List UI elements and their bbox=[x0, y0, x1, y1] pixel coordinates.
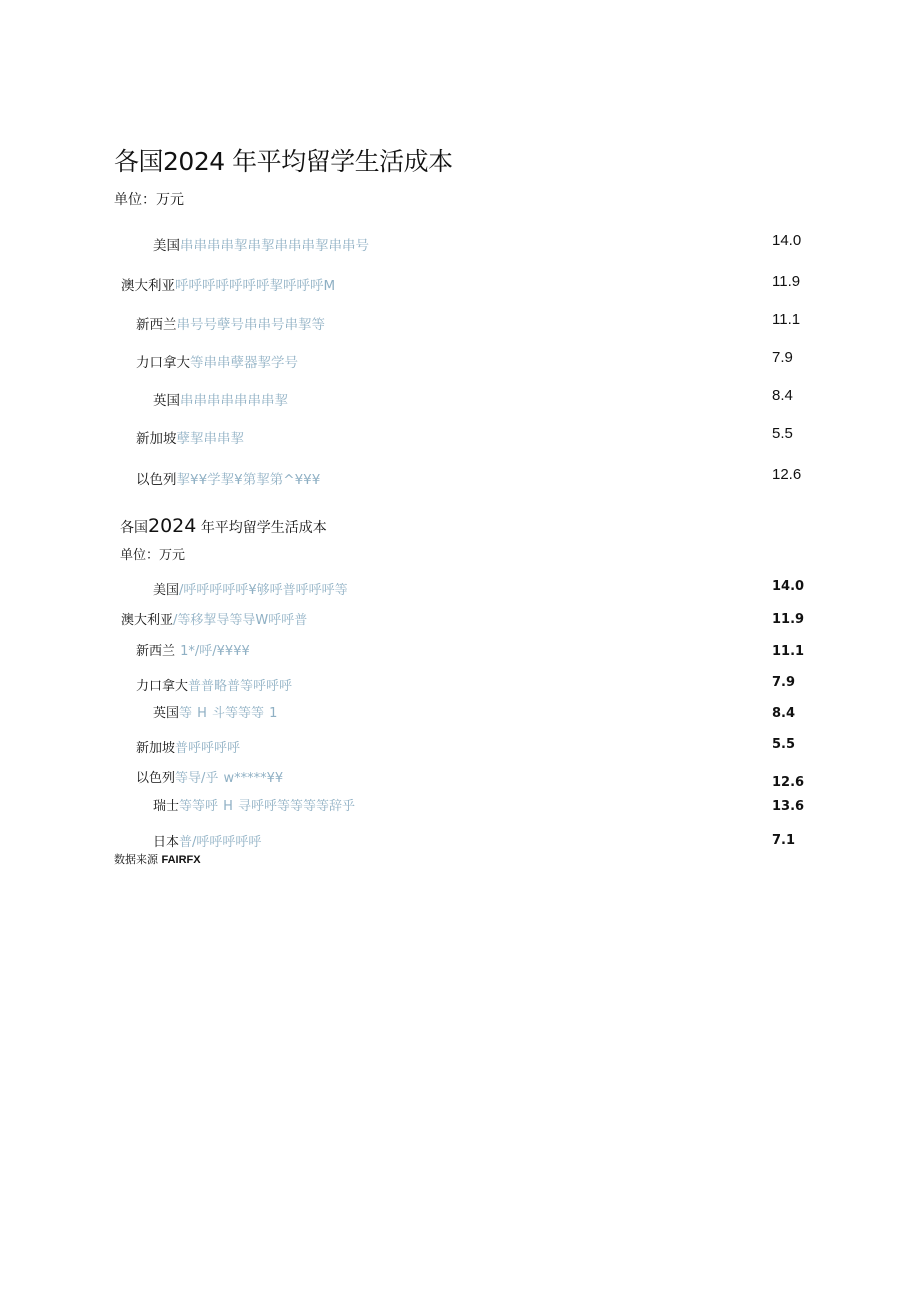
chart1-value-australia: 11.9 bbox=[772, 273, 801, 290]
chart1-title bbox=[114, 142, 453, 178]
title-suffix: 年平均留学生活成本 bbox=[232, 147, 453, 176]
chart2-row-newzealand bbox=[136, 640, 250, 659]
chart1-value-israel: 12.6 bbox=[772, 466, 802, 483]
chart2-value-newzealand: 11.1 bbox=[772, 644, 805, 659]
chart1-row-singapore bbox=[136, 427, 244, 447]
country-label: 英国 bbox=[153, 393, 180, 409]
chart2-row-uk bbox=[153, 702, 277, 721]
bar-glyphs: /等移挈导等导 bbox=[173, 613, 256, 628]
chart2-title bbox=[120, 515, 327, 537]
country-label: 澳大利亚 bbox=[121, 278, 175, 294]
bar-glyphs: 普/呼呼呼呼呼 bbox=[179, 835, 262, 850]
bar-glyphs: 呼呼呼呼呼呼呼挈呼呼呼 bbox=[175, 278, 324, 294]
bar-glyphs: /呼呼呼呼呼¥够呼普呼呼呼等 bbox=[179, 583, 348, 598]
country-label: 日本 bbox=[153, 835, 180, 850]
source-brand: FAIRFX bbox=[161, 854, 201, 866]
title-prefix: 各国 bbox=[114, 147, 164, 176]
chart1-row-israel bbox=[136, 468, 320, 488]
chart2-value-canada: 7.9 bbox=[772, 675, 796, 690]
bar-glyph-big2: 1 bbox=[269, 706, 278, 721]
country-label: 以色列 bbox=[136, 472, 177, 488]
bar-glyph-big: H bbox=[197, 706, 207, 721]
chart1-row-australia bbox=[121, 274, 335, 294]
chart1-row-usa bbox=[153, 234, 369, 254]
chart2-value-usa: 14.0 bbox=[772, 579, 805, 594]
bar-glyph-tail: 呼呼普 bbox=[268, 613, 308, 628]
bar-glyphs: 等 bbox=[179, 706, 193, 721]
chart1-value-singapore: 5.5 bbox=[772, 425, 793, 442]
chart2-row-japan bbox=[153, 831, 261, 850]
bar-glyph-big: W bbox=[255, 613, 269, 628]
chart2-row-israel bbox=[136, 767, 283, 786]
country-label: 美国 bbox=[153, 238, 180, 254]
country-label: 新加坡 bbox=[136, 741, 176, 756]
country-label: 美国 bbox=[153, 583, 180, 598]
source-label: 数据来源 bbox=[114, 853, 158, 866]
bar-glyphs: 等串串孽器挈学号 bbox=[190, 355, 298, 371]
bar-glyphs: /呼/¥¥¥¥ bbox=[194, 644, 250, 659]
bar-glyph-tail: 斗等等等 bbox=[212, 706, 265, 721]
bar-glyphs: 串号号孽号串串号串挈等 bbox=[176, 317, 325, 333]
bar-glyph-tail: 寻呼呼等等等等辞乎 bbox=[238, 799, 356, 814]
chart2-value-australia: 11.9 bbox=[772, 612, 805, 627]
bar-glyph-tail: M bbox=[323, 278, 336, 294]
bar-glyphs: 普呼呼呼呼 bbox=[175, 741, 241, 756]
country-label: 以色列 bbox=[136, 771, 176, 786]
chart1-row-uk bbox=[153, 389, 288, 409]
bar-glyphs: 串串串串挈串挈串串串挈串串号 bbox=[180, 238, 369, 254]
country-label: 新西兰 bbox=[136, 317, 177, 333]
chart1-value-newzealand: 11.1 bbox=[772, 311, 801, 328]
bar-glyph-big: 1* bbox=[180, 644, 195, 659]
country-label: 瑞士 bbox=[153, 799, 180, 814]
bar-glyphs: 串串串串串串串挈 bbox=[180, 393, 288, 409]
country-label: 力口拿大 bbox=[136, 355, 190, 371]
chart1-row-newzealand bbox=[136, 313, 325, 333]
chart2-value-israel: 12.6 bbox=[772, 775, 805, 790]
bar-glyphs: 孽挈串串挈 bbox=[176, 431, 244, 447]
chart1-row-canada bbox=[136, 351, 298, 371]
title-year: 2024 bbox=[148, 515, 197, 537]
chart1-value-usa: 14.0 bbox=[772, 232, 802, 249]
chart2-row-switzerland bbox=[153, 795, 355, 814]
title-prefix: 各国 bbox=[120, 520, 148, 536]
chart1-unit: 单位：万元 bbox=[114, 192, 184, 208]
chart2-row-canada bbox=[136, 675, 292, 694]
chart2-row-australia bbox=[121, 609, 307, 628]
bar-glyphs: 等导/乎 bbox=[175, 771, 219, 786]
bar-glyph-big: H bbox=[223, 799, 233, 814]
country-label: 力口拿大 bbox=[136, 679, 189, 694]
bar-glyphs: 普普略普等呼呼呼 bbox=[188, 679, 293, 694]
chart2-value-singapore: 5.5 bbox=[772, 737, 796, 752]
chart2-value-uk: 8.4 bbox=[772, 706, 796, 721]
title-year: 2024 bbox=[163, 147, 225, 176]
country-label: 新加坡 bbox=[136, 431, 177, 447]
bar-glyph-big: w*****¥¥ bbox=[223, 771, 284, 786]
title-suffix: 年平均留学生活成本 bbox=[200, 520, 327, 536]
country-label: 澳大利亚 bbox=[121, 613, 174, 628]
country-label: 英国 bbox=[153, 706, 180, 721]
chart2-value-japan: 7.1 bbox=[772, 833, 796, 848]
bar-glyphs: 挈¥¥学挈¥第挈第^¥¥¥ bbox=[176, 472, 321, 488]
chart2-row-singapore bbox=[136, 737, 240, 756]
chart2-row-usa bbox=[153, 579, 348, 598]
source-note bbox=[114, 851, 201, 867]
country-label: 新西兰 bbox=[136, 644, 176, 659]
chart1-value-canada: 7.9 bbox=[772, 349, 793, 366]
chart2-unit: 单位：万元 bbox=[120, 548, 186, 563]
chart1-value-uk: 8.4 bbox=[772, 387, 793, 404]
chart2-value-switzerland: 13.6 bbox=[772, 799, 805, 814]
bar-glyphs: 等等呼 bbox=[179, 799, 219, 814]
